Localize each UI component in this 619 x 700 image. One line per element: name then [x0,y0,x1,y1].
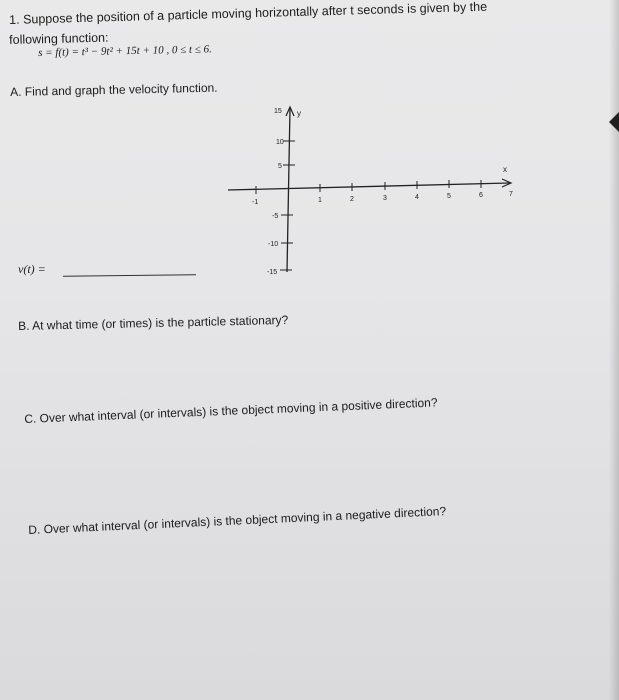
velocity-answer-label: v(t) = [18,262,46,276]
problem-intro-line-2: following function: [9,30,109,47]
y-tick-label: -5 [272,213,279,220]
y-tick-label: -10 [268,241,279,248]
y-axis-label: y [297,109,301,118]
x-tick-label: -1 [252,199,259,206]
x-axis-line [228,183,510,190]
question-b: B. At what time (or times) is the particle stationary? [18,312,289,333]
x-tick-label: 4 [415,194,419,201]
question-a: A. Find and graph the velocity function. [10,80,218,99]
y-tick-label: 15 [274,108,282,115]
x-axis-label: x [503,165,507,174]
x-tick-label: 5 [447,193,451,200]
y-tick-label: 5 [278,163,282,170]
y-tick-label: -15 [267,269,278,276]
x-tick-label: 1 [318,197,322,204]
x-tick-label: 3 [383,195,387,202]
y-axis-line [287,108,290,272]
question-c: C. Over what interval (or intervals) is the object moving in a positive direction? [24,395,438,426]
x-tick-label: 7 [509,191,513,198]
y-tick-label: 10 [276,139,284,146]
problem-intro-line-1: 1. Suppose the position of a particle moving horizontally after t seconds is given by the [9,0,488,27]
x-tick-label: 6 [479,192,483,199]
position-function-formula: s = f(t) = t³ − 9t² + 15t + 10 , 0 ≤ t ≤ 6. [38,43,212,59]
x-tick-label: 2 [350,196,354,203]
question-d: D. Over what interval (or intervals) is the object moving in a negative direction? [28,504,447,537]
